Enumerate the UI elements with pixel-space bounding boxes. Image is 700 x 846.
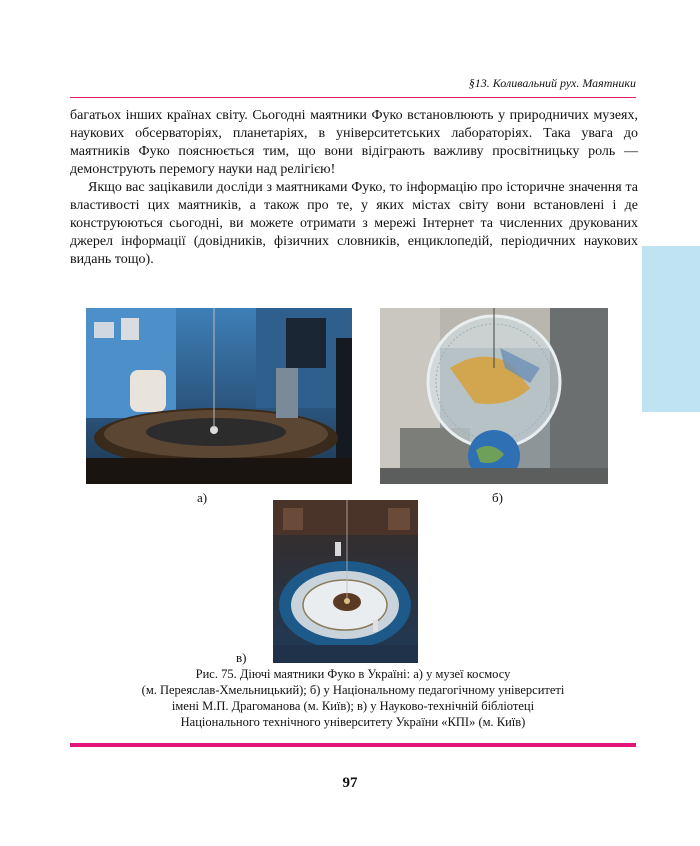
photo-a-space-museum <box>86 308 352 484</box>
body-text <box>70 107 638 269</box>
figure-label-c: в) <box>236 650 247 665</box>
caption-line-2: (м. Переяслав-Хмельницький); б) у Національному педагогічному університеті <box>141 683 565 697</box>
running-title: §13. Коливальний рух. Маятники <box>468 76 636 90</box>
figure-label-a: а) <box>197 490 208 505</box>
caption-line-1: Рис. 75. Діючі маятники Фуко в Україні: а) у музеї космосу <box>195 667 511 681</box>
photo-c-kpi-library <box>273 500 418 663</box>
page-number: 97 <box>342 775 358 791</box>
chapter-side-tab <box>642 246 700 412</box>
paragraph-1: багатьох інших країнах світу. Сьогодні маятники Фуко встановлюють у природничих музеях, наукових обсерваторіях, планетаріях, в університетських лабораторіях. Така увага до маятників Фуко пояснюється тим, що вони відіграють важливу просвітницьку роль — демонструють перемогу науки над релігією! <box>70 108 638 177</box>
footer-rule <box>70 743 636 747</box>
caption-line-3: імені М.П. Драгоманова (м. Київ); в) у Науково-технічній бібліотеці <box>171 699 535 713</box>
paragraph-2: Якщо вас зацікавили досліди з маятниками Фуко, то інформацію про історичне значення та властивості цих маятників, а також про те, у яких містах світу вони встановлені і де конструюються сьогодні, ви можете отримати з мережі Інтернет та численних друкованих джерел інформації (довідників, фізичних словників, енциклопедій, періодичних наукових видань тощо). <box>70 180 638 267</box>
figure-caption <box>70 666 636 730</box>
running-header <box>70 76 636 98</box>
photo-b-pedagogical-university <box>380 308 608 484</box>
caption-line-4: Національного технічного університету України «КПІ» (м. Київ) <box>180 715 526 729</box>
figure-label-b: б) <box>492 490 503 505</box>
